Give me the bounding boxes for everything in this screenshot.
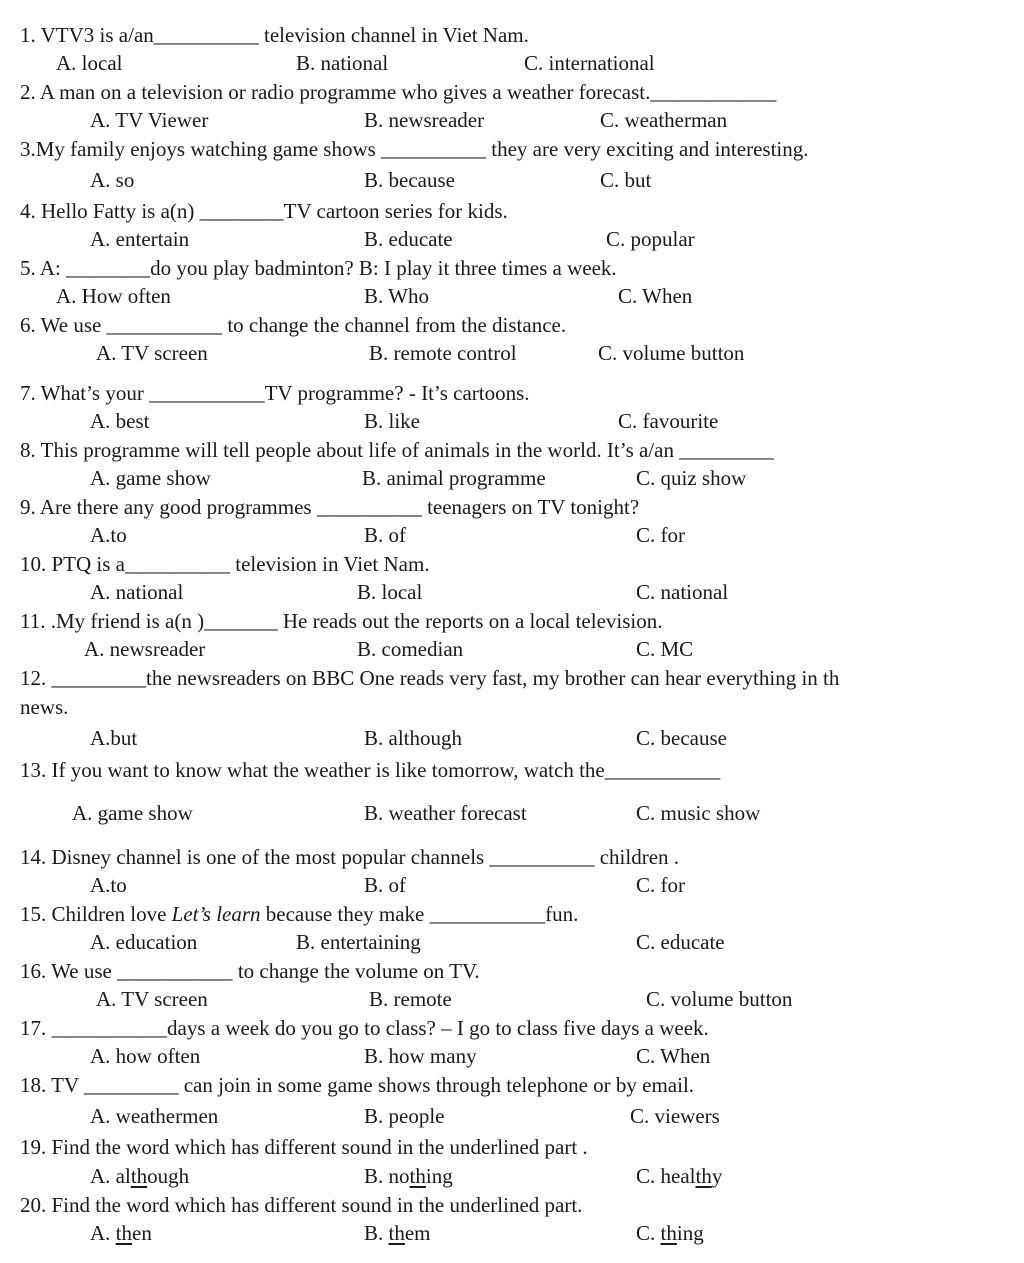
question-13-stem: 13. If you want to know what the weather is like tomorrow, watch the___________	[20, 758, 721, 782]
question-3-stem: 3.My family enjoys watching game shows __________ they are very exciting and interesting.	[20, 137, 809, 161]
question-3-option-b: B. because	[364, 168, 455, 192]
question-11-option-b: B. comedian	[357, 637, 464, 661]
question-10-stem: 10. PTQ is a__________ television in Viet Nam.	[20, 552, 430, 576]
question-3-option-c: C. but	[600, 168, 652, 192]
question-8-option-b: B. animal programme	[362, 466, 546, 490]
question-6-option-c: C. volume button	[598, 341, 745, 365]
question-19-option-b-end: ing	[425, 1164, 453, 1188]
question-2-option-c: C. weatherman	[600, 108, 728, 132]
question-9-option-c: C. for	[636, 523, 685, 547]
question-20-option-b	[364, 1223, 431, 1244]
question-6-option-a: A. TV screen	[96, 341, 208, 365]
question-17-option-b: B. how many	[364, 1044, 477, 1068]
question-20-option-a	[90, 1223, 152, 1244]
question-11-stem: 11. .My friend is a(n )_______ He reads out the reports on a local television.	[20, 609, 663, 633]
question-18-stem: 18. TV _________ can join in some game shows through telephone or by email.	[20, 1073, 695, 1097]
question-3-option-a: A. so	[90, 168, 135, 192]
question-20-option-b-underlined: th	[388, 1221, 405, 1245]
question-8-option-c: C. quiz show	[636, 466, 747, 490]
question-1-stem: 1. VTV3 is a/an__________ television channel in Viet Nam.	[20, 23, 529, 47]
question-17-stem: 17. ___________days a week do you go to class? – I go to class five days a week.	[20, 1016, 709, 1040]
question-19-option-c-start: C. heal	[636, 1164, 696, 1188]
question-20-option-a-underlined: th	[115, 1221, 133, 1245]
question-12-option-c: C. because	[636, 726, 727, 750]
question-7-option-b: B. like	[364, 409, 420, 433]
question-8-option-a: A. game show	[90, 466, 211, 490]
question-18-option-a: A. weathermen	[90, 1104, 219, 1128]
question-9-stem: 9. Are there any good programmes __________ teenagers on TV tonight?	[20, 495, 640, 519]
question-19-option-a-underlined: th	[130, 1164, 148, 1188]
question-1-option-c: C. international	[524, 51, 655, 75]
question-11-option-c: C. MC	[636, 637, 694, 661]
question-20-option-c	[636, 1223, 704, 1244]
question-19-option-b-underlined: th	[409, 1164, 426, 1188]
question-18-option-c: C. viewers	[630, 1104, 720, 1128]
question-8-stem: 8. This programme will tell people about life of animals in the world. It’s a/an _________	[20, 438, 774, 462]
question-14-option-c: C. for	[636, 873, 685, 897]
question-1-option-b: B. national	[296, 51, 389, 75]
question-20-stem: 20. Find the word which has different sound in the underlined part.	[20, 1193, 583, 1217]
question-4-option-a: A. entertain	[90, 227, 190, 251]
question-14-option-a: A.to	[90, 873, 127, 897]
question-10-option-b: B. local	[357, 580, 423, 604]
question-7-option-a: A. best	[90, 409, 150, 433]
question-19-option-a-start: A. al	[90, 1164, 131, 1188]
question-9-option-b: B. of	[364, 523, 406, 547]
question-20-option-b-start: B.	[364, 1221, 389, 1245]
question-11-option-a: A. newsreader	[84, 637, 206, 661]
question-15-stem-end: because they make ___________fun.	[260, 902, 579, 926]
question-6-option-b: B. remote control	[369, 341, 517, 365]
question-6-stem: 6. We use ___________ to change the channel from the distance.	[20, 313, 567, 337]
question-12-option-a: A.but	[90, 726, 138, 750]
question-20-option-c-start: C.	[636, 1221, 661, 1245]
question-20-option-c-end: ing	[676, 1221, 704, 1245]
question-10-option-c: C. national	[636, 580, 729, 604]
question-16-option-b: B. remote	[369, 987, 452, 1011]
question-17-option-a: A. how often	[90, 1044, 201, 1068]
question-9-option-a: A.to	[90, 523, 127, 547]
question-15-option-c: C. educate	[636, 930, 725, 954]
question-14-stem: 14. Disney channel is one of the most popular channels __________ children .	[20, 845, 680, 869]
question-19-stem: 19. Find the word which has different sound in the underlined part .	[20, 1135, 588, 1159]
question-5-stem: 5. A: ________do you play badminton? B: I play it three times a week.	[20, 256, 617, 280]
question-13-option-b: B. weather forecast	[364, 801, 527, 825]
question-15-stem-start: 15. Children love	[20, 902, 172, 926]
question-15-option-a: A. education	[90, 930, 198, 954]
question-5-option-b: B. Who	[364, 284, 429, 308]
question-4-option-b: B. educate	[364, 227, 453, 251]
question-16-option-a: A. TV screen	[96, 987, 208, 1011]
question-5-option-c: C. When	[618, 284, 693, 308]
question-10-option-a: A. national	[90, 580, 184, 604]
question-15-stem	[20, 904, 578, 925]
question-12-stem-continuation: news.	[20, 695, 69, 719]
question-5-option-a: A. How often	[56, 284, 171, 308]
question-12-option-b: B. although	[364, 726, 462, 750]
question-16-option-c: C. volume button	[646, 987, 793, 1011]
question-20-option-a-start: A.	[90, 1221, 116, 1245]
question-4-stem: 4. Hello Fatty is a(n) ________TV cartoon series for kids.	[20, 199, 508, 223]
question-19-option-c-end: y	[711, 1164, 723, 1188]
question-20-option-b-end: em	[404, 1221, 431, 1245]
question-19-option-b-start: B. no	[364, 1164, 410, 1188]
question-2-option-a: A. TV Viewer	[90, 108, 209, 132]
question-20-option-c-underlined: th	[660, 1221, 677, 1245]
question-13-option-a: A. game show	[72, 801, 193, 825]
question-12-stem: 12. _________the newsreaders on BBC One reads very fast, my brother can hear everything in th	[20, 666, 840, 690]
question-17-option-c: C. When	[636, 1044, 711, 1068]
question-16-stem: 16. We use ___________ to change the volume on TV.	[20, 959, 480, 983]
question-19-option-c-underlined: th	[695, 1164, 712, 1188]
question-18-option-b: B. people	[364, 1104, 445, 1128]
question-19-option-a-end: ough	[147, 1164, 190, 1188]
question-15-programme-title: Let’s learn	[171, 902, 261, 926]
question-2-option-b: B. newsreader	[364, 108, 485, 132]
question-14-option-b: B. of	[364, 873, 406, 897]
question-4-option-c: C. popular	[606, 227, 695, 251]
question-19-option-b	[364, 1166, 453, 1187]
question-1-option-a: A. local	[56, 51, 123, 75]
question-20-option-a-end: en	[132, 1221, 152, 1245]
question-13-option-c: C. music show	[636, 801, 761, 825]
question-7-stem: 7. What’s your ___________TV programme? - It’s cartoons.	[20, 381, 530, 405]
question-15-option-b: B. entertaining	[296, 930, 421, 954]
question-7-option-c: C. favourite	[618, 409, 719, 433]
question-19-option-a	[90, 1166, 189, 1187]
question-19-option-c	[636, 1166, 722, 1187]
question-2-stem: 2. A man on a television or radio programme who gives a weather forecast.____________	[20, 80, 777, 104]
